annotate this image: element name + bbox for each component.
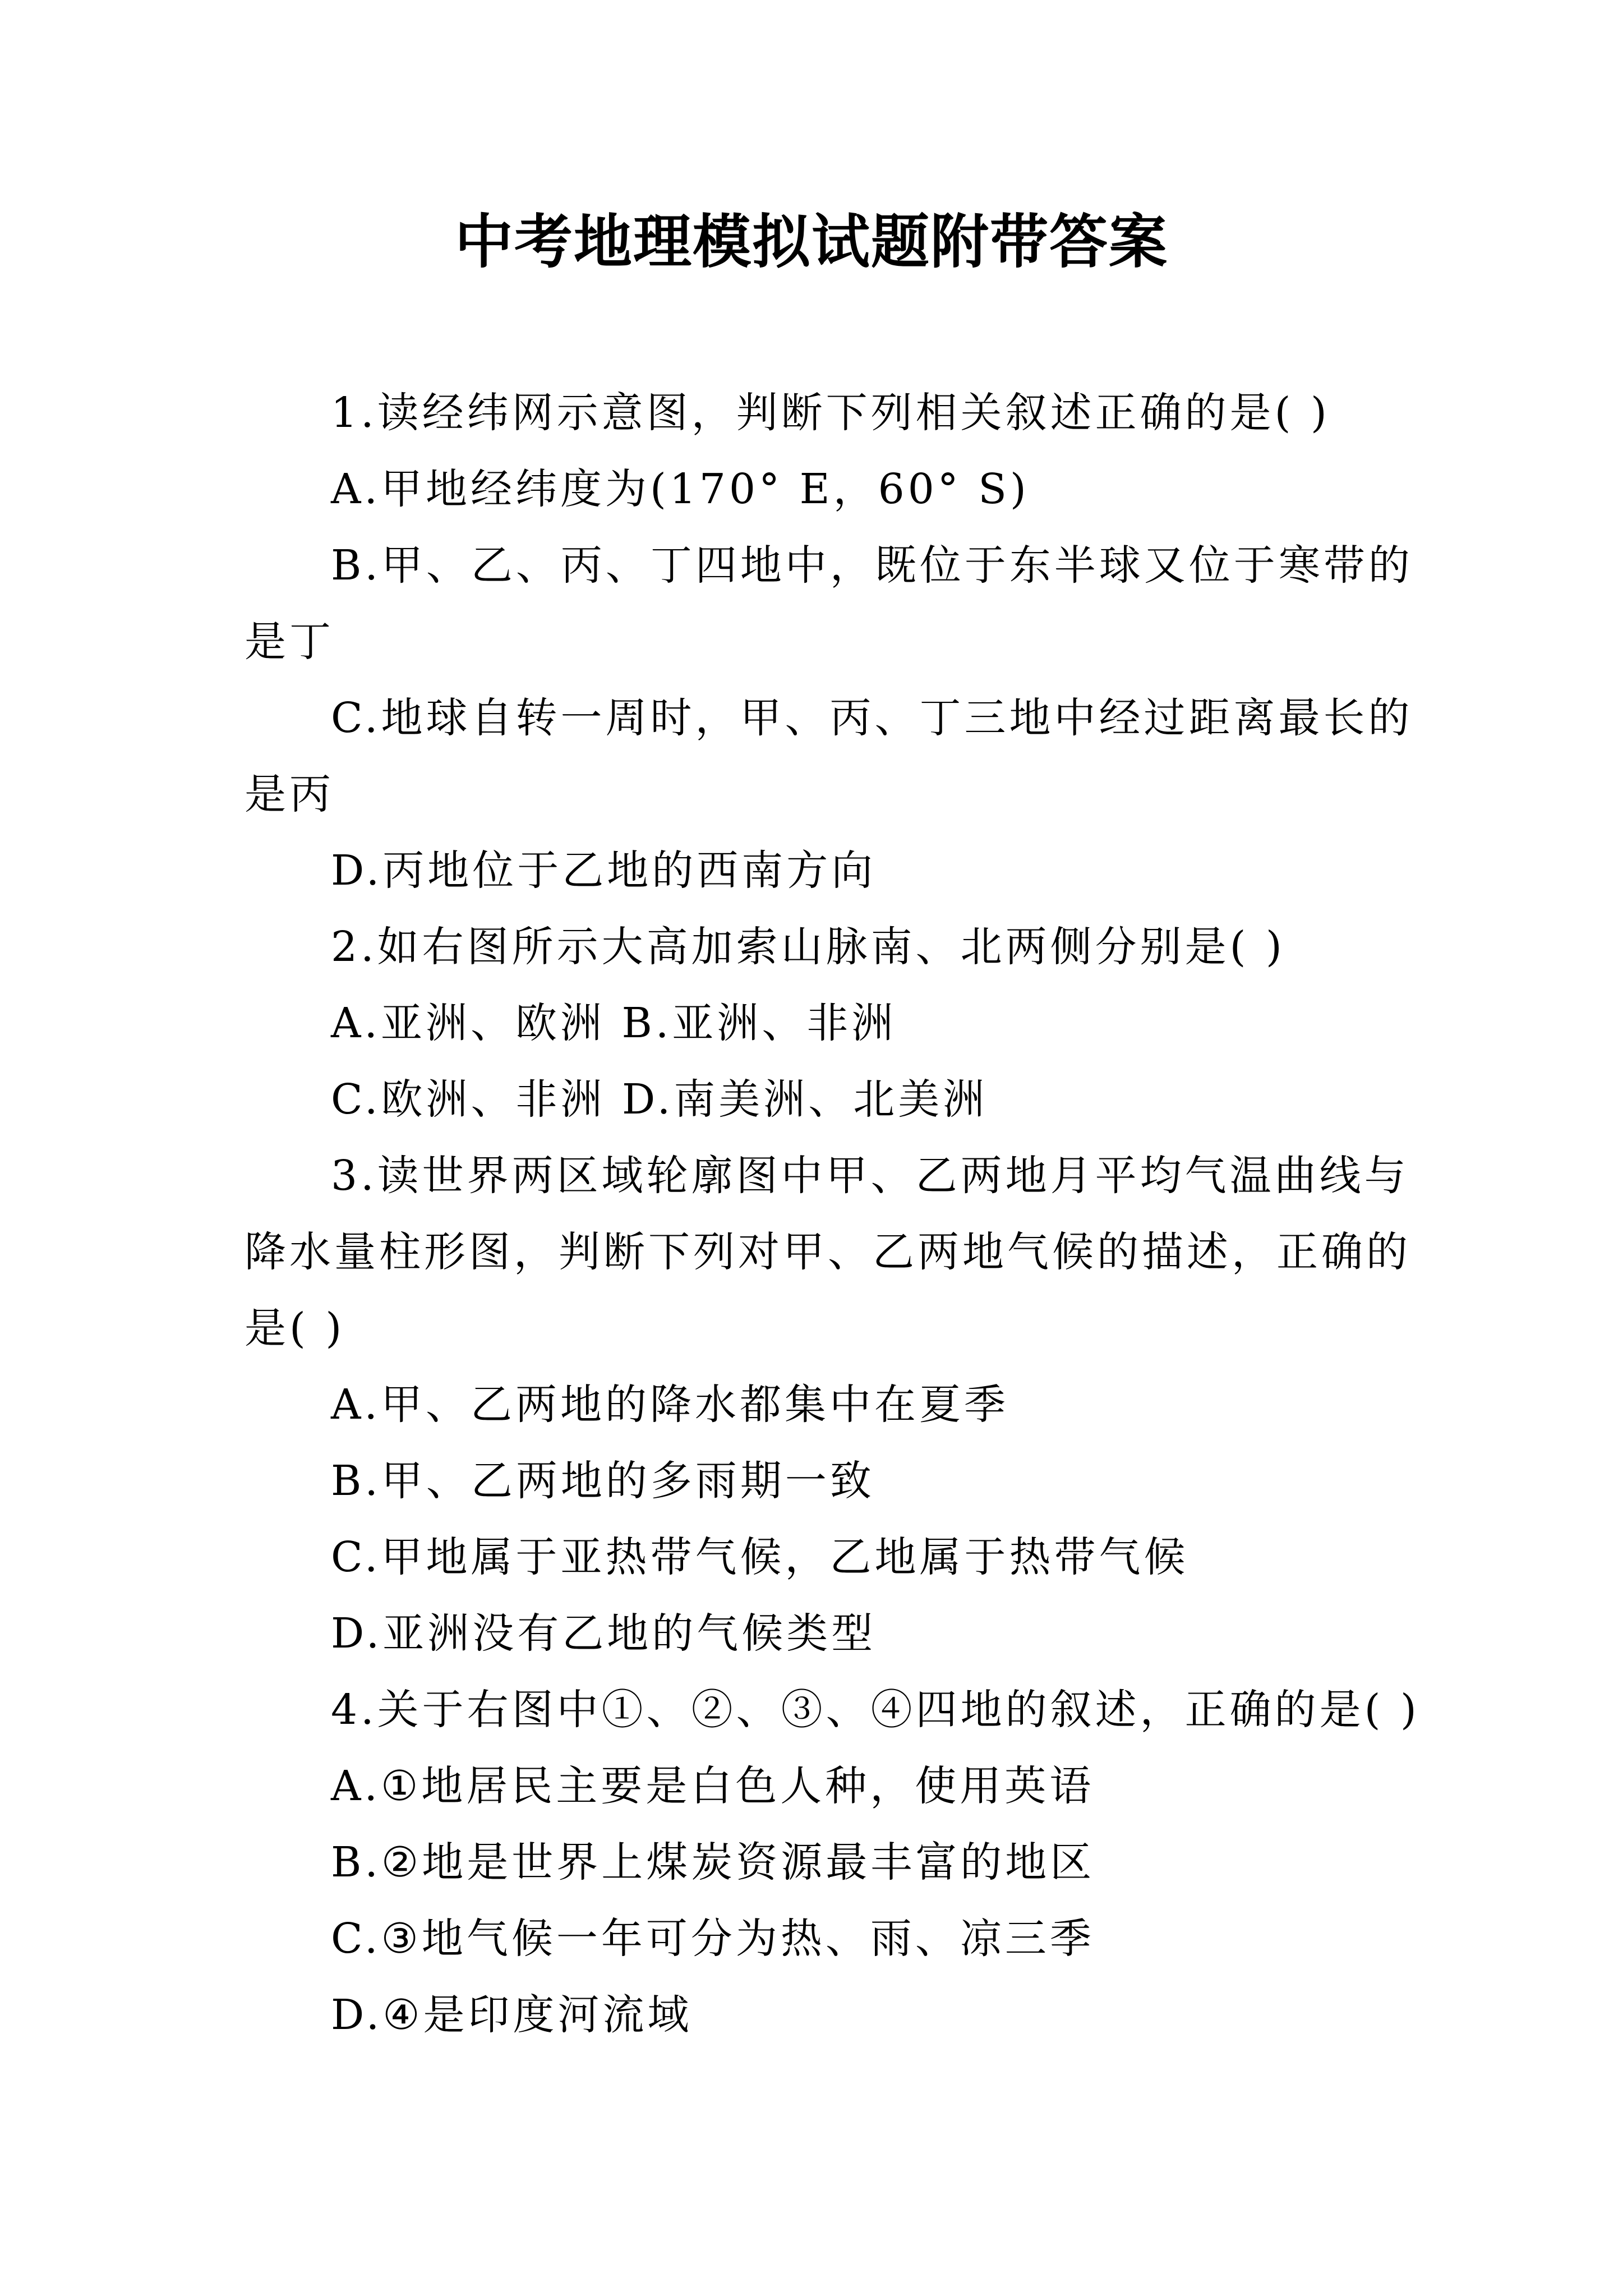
text-line: 1.读经纬网示意图，判断下列相关叙述正确的是( ) — [331, 389, 1330, 437]
text-line: 降水量柱形图，判断下列对甲、乙两地气候的描述，正确的 — [245, 1228, 1411, 1276]
text-line: 4.关于右图中①、②、③、④四地的叙述，正确的是( ) — [331, 1686, 1420, 1734]
text-line: A.甲、乙两地的降水都集中在夏季 — [331, 1381, 1009, 1429]
text-line: B.甲、乙、丙、丁四地中，既位于东半球又位于寒带的 — [331, 541, 1413, 590]
text-line: D.④是印度河流域 — [331, 1991, 693, 2039]
text-line: C.③地气候一年可分为热、雨、凉三季 — [331, 1915, 1095, 1963]
document-body — [245, 375, 1420, 2053]
text-line: D.丙地位于乙地的西南方向 — [331, 846, 877, 895]
text-line: B.②地是世界上煤炭资源最丰富的地区 — [331, 1838, 1095, 1887]
text-line: B.甲、乙两地的多雨期一致 — [331, 1457, 875, 1505]
text-line: C.欧洲、非洲 D.南美洲、北美洲 — [331, 1075, 988, 1124]
document-title: 中考地理模拟试题附带答案 — [454, 207, 1168, 276]
text-line: 2.如右图所示大高加索山脉南、北两侧分别是( ) — [331, 923, 1285, 971]
text-line: 是( ) — [245, 1304, 345, 1352]
text-line: 是丁 — [245, 618, 334, 666]
text-line: 3.读世界两区域轮廓图中甲、乙两地月平均气温曲线与 — [331, 1152, 1409, 1200]
text-line: D.亚洲没有乙地的气候类型 — [331, 1609, 877, 1658]
text-line: A.①地居民主要是白色人种，使用英语 — [331, 1762, 1095, 1810]
text-line: A.甲地经纬度为(170° E，60° S) — [331, 465, 1030, 513]
text-line: A.亚洲、欧洲 B.亚洲、非洲 — [331, 999, 897, 1047]
text-line: C.甲地属于亚热带气候，乙地属于热带气候 — [331, 1533, 1189, 1581]
text-line: 是丙 — [245, 770, 334, 818]
text-line: C.地球自转一周时，甲、丙、丁三地中经过距离最长的 — [331, 694, 1413, 742]
